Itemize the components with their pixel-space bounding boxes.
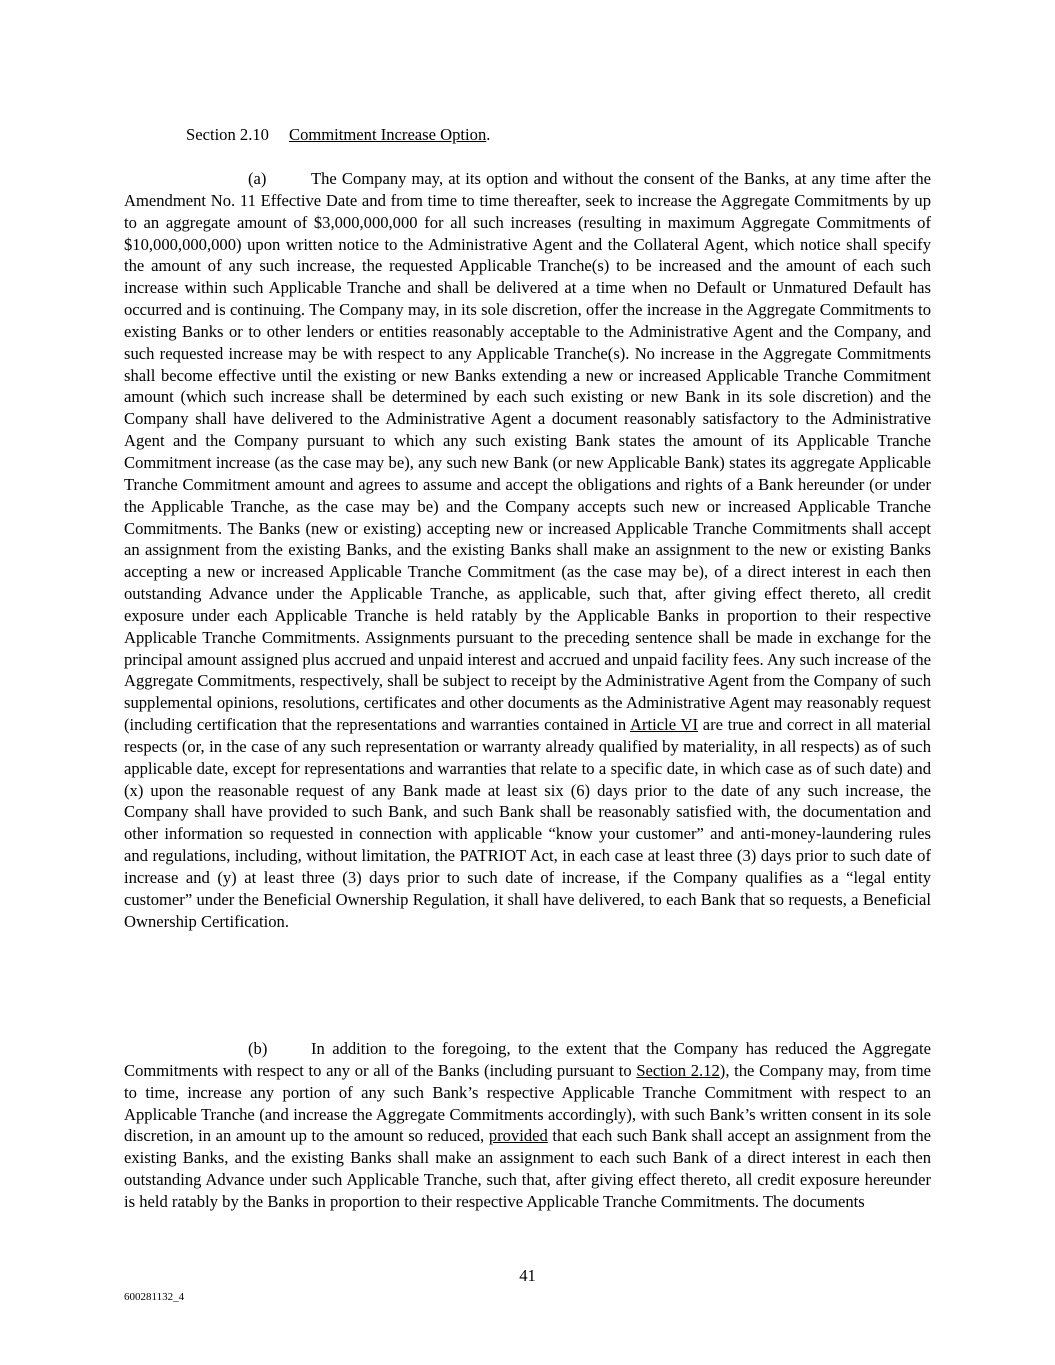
paragraph-b <box>124 1038 931 1213</box>
section-number: Section 2.10 <box>186 125 269 144</box>
section-title-suffix: . <box>486 125 491 144</box>
paragraph-b-text-1: In addition to the foregoing, to the extent that the Company has reduced the Aggregate Commitments with respect to any or all of the Banks (including pursuant to <box>124 1039 931 1080</box>
paragraph-a-label: (a) <box>248 169 267 188</box>
paragraph-b-text-2: ), the Company may, from time to time, increase any portion of any such Bank’s respective Applicable Tranche Commitment with respect to an Applicable Tranche (and increase the Aggregate Commitments accordingly), with such Bank’s written consent in its sole discretion, in an amount up to the amount so reduced, <box>124 1060 931 1146</box>
paragraph-a <box>124 168 931 933</box>
paragraph-a-text-2: are true and correct in all material respects (or, in the case of any such representation or warranty already qualified by materiality, in all respects) as of such applicable date, except for representations and warranties that relate to a specific date, in which case as of such date) and (x) upon the reasonable request of any Bank made at least six (6) days prior to the date of any such increase, the Company shall have provided to such Bank, and such Bank shall be reasonably satisfied with, the documentation and other information so requested in connection with applicable “know your customer” and anti-money-laundering rules and regulations, including, without limitation, the PATRIOT Act, in each case at least three (3) days prior to such date of increase and (y) at least three (3) days prior to such date of increase, if the Company qualifies as a “legal entity customer” under the Beneficial Ownership Regulation, it shall have delivered, to each Bank that so requests, a Beneficial Ownership Certification. <box>124 715 931 931</box>
section-title: Commitment Increase Option <box>289 125 487 144</box>
document-id: 600281132_4 <box>124 1291 185 1303</box>
paragraph-b-text-3: that each such Bank shall accept an assignment from the existing Banks, and the existing Banks shall make an assignment to each such Bank of a direct interest in each then outstanding Advance under such Applicable Tranche, such that, after giving effect thereto, all credit exposure hereunder is held ratably by the Banks in proportion to their respective Applicable Tranche Commitments. The documents <box>124 1126 932 1211</box>
section-2-12-reference: Section 2.12 <box>636 1060 720 1080</box>
page-number: 41 <box>519 1266 536 1285</box>
provided-emphasis: provided <box>488 1126 548 1146</box>
article-vi-reference: Article VI <box>630 715 699 735</box>
section-heading <box>186 124 490 146</box>
paragraph-b-label: (b) <box>248 1039 268 1058</box>
paragraph-a-text-1: The Company may, at its option and without the consent of the Banks, at any time after the Amendment No. 11 Effective Date and from time to time thereafter, seek to increase the Aggregate Commitments by up to an aggregate amount of $3,000,000,000 for all such increases (resulting in maximum Aggregate Commitments of $10,000,000,000) upon written notice to the Administrative Agent and the Collateral Agent, which notice shall specify the amount of any such increase, the requested Applicable Tranche(s) to be increased and the amount of each such increase within such Applicable Tranche and shall be delivered at a time when no Default or Unmatured Default has occurred and is continuing. The Company may, in its sole discretion, offer the increase in the Aggregate Commitments to existing Banks or to other lenders or entities reasonably acceptable to the Administrative Agent and the Company, and such requested increase may be with respect to any Applicable Tranche(s). No increase in the Aggregate Commitments shall become effective until the existing or new Banks extending a new or increased Applicable Tranche Commitment amount (which such increase shall be determined by each such existing or new Bank in its sole discretion) and the Company shall have delivered to the Administrative Agent a document reasonably satisfactory to the Administrative Agent and the Company pursuant to which any such existing Bank states the amount of its Applicable Tranche Commitment increase (as the case may be), any such new Bank (or new Applicable Bank) states its aggregate Applicable Tranche Commitment amount and agrees to assume and accept the obligations and rights of a Bank hereunder (or under the Applicable Tranche, as the case may be) and the Company accepts such new or increased Applicable Tranche Commitments. The Banks (new or existing) accepting new or increased Applicable Tranche Commitments shall accept an assignment from the existing Banks, and the existing Banks shall make an assignment to the new or existing Banks accepting a new or increased Applicable Tranche Commitment (as the case may be), of a direct interest in each then outstanding Advance under the Applicable Tranche, as applicable, such that, after giving effect thereto, all credit exposure under each Applicable Tranche is held ratably by the Applicable Banks in proportion to their respective Applicable Tranche Commitments. Assignments pursuant to the preceding sentence shall be made in exchange for the principal amount assigned plus accrued and unpaid interest and accrued and unpaid facility fees. Any such increase of the Aggregate Commitments, respectively, shall be subject to receipt by the Administrative Agent from the Company of such supplemental opinions, resolutions, certificates and other documents as the Administrative Agent may reasonably request (including certification that the representations and warranties contained in <box>124 169 931 735</box>
